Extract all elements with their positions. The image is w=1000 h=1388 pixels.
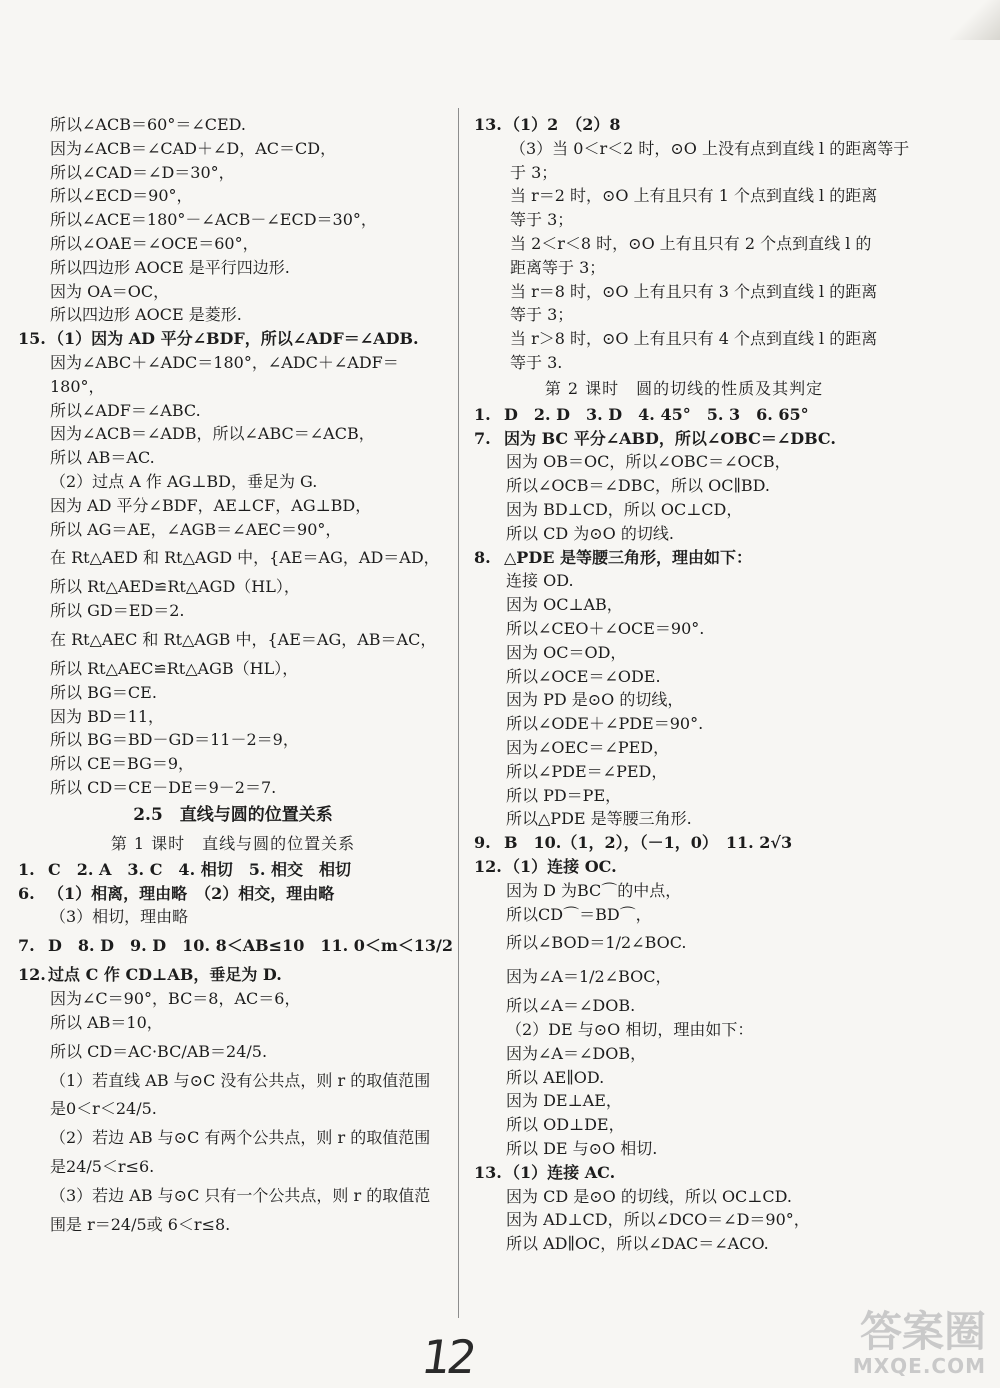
line-text: 是24/5＜r≤6. — [50, 1157, 155, 1177]
left-line — [18, 681, 448, 705]
right-line — [474, 498, 894, 522]
question-number: 6. — [18, 883, 35, 903]
line-text: D 8. D 9. D 10. 8＜AB≤10 11. 0＜m＜13/2 — [48, 936, 454, 956]
right-line — [474, 1232, 894, 1256]
line-text: B 10.（1，2），（－1，0） 11. 2√3 — [504, 833, 793, 853]
question-number: 12. — [474, 856, 502, 876]
right-line — [474, 712, 894, 736]
line-text: 当 r＞8 时，⊙O 上有且只有 4 个点到直线 l 的距离 — [510, 329, 878, 349]
left-line — [18, 184, 448, 208]
left-line — [18, 1184, 448, 1208]
left-line — [18, 446, 448, 470]
line-text: 所以四边形 AOCE 是平行四边形. — [50, 257, 290, 277]
line-text: 所以 OD⊥DE， — [506, 1115, 625, 1135]
left-line — [18, 1150, 448, 1184]
left-line — [18, 351, 448, 375]
right-column — [474, 113, 910, 1256]
left-line — [18, 470, 448, 494]
right-line — [474, 327, 894, 351]
line-text: 因为∠C＝90°，BC＝8，AC＝6， — [50, 988, 301, 1008]
line-text: 等于 3； — [510, 210, 574, 230]
line-text: 当 r＝8 时，⊙O 上有且只有 3 个点到直线 l 的距离 — [510, 281, 878, 301]
line-text: 所以∠CAD＝∠D＝30°， — [50, 162, 235, 182]
line-text: 所以 CD 为⊙O 的切线. — [506, 523, 674, 543]
left-line — [18, 422, 448, 446]
left-line — [18, 905, 448, 929]
right-line — [474, 351, 894, 375]
line-text: 所以 AB＝AC. — [50, 448, 155, 468]
page-corner-shadow — [950, 0, 1000, 40]
right-line — [474, 161, 894, 185]
right-line — [474, 736, 894, 760]
line-text: 所以 AD∥OC，所以∠DAC＝∠ACO. — [506, 1234, 769, 1254]
line-text: 因为∠OEC＝∠PED， — [506, 737, 670, 757]
right-line — [474, 256, 894, 280]
right-line — [474, 1161, 894, 1185]
line-text: 所以∠OCB＝∠DBC，所以 OC∥BD. — [506, 476, 770, 496]
line-text: （2）DE 与⊙O 相切，理由如下： — [506, 1020, 754, 1040]
line-text: 因为 AD⊥CD，所以∠DCO＝∠D＝90°， — [506, 1210, 810, 1230]
right-line — [474, 232, 894, 256]
left-line — [18, 327, 448, 351]
right-line — [474, 641, 894, 665]
right-line — [474, 926, 894, 960]
line-text: 所以 CE＝BG＝9， — [50, 754, 195, 774]
line-text: 所以∠A＝∠DOB. — [506, 996, 636, 1016]
right-line — [474, 375, 894, 403]
line-text: 所以 AB＝10， — [50, 1012, 163, 1032]
line-text: 在 Rt△AED 和 Rt△AGD 中，{AE＝AG，AD＝AD， — [50, 548, 440, 568]
line-text: 在 Rt△AEC 和 Rt△AGB 中，{AE＝AG，AB＝AC， — [50, 629, 437, 649]
line-text: 所以 BG＝BD－GD＝11－2＝9， — [50, 730, 299, 750]
right-line — [474, 137, 910, 161]
question-number: 1. — [474, 404, 491, 424]
line-text: 所以 CD＝CE－DE＝9－2＝7. — [50, 777, 277, 797]
right-line — [474, 994, 894, 1018]
right-line — [474, 1208, 894, 1232]
line-text: 因为 OB＝OC，所以∠OBC＝∠OCB， — [506, 452, 791, 472]
watermark-url: MXQE.COM — [852, 1354, 986, 1378]
left-line — [18, 1069, 448, 1093]
line-text: 所以∠CEO＋∠OCE＝90°. — [506, 618, 705, 638]
column-divider — [458, 108, 459, 1318]
line-text: 因为 D 为BC⌒的中点， — [506, 880, 682, 900]
line-text: 第 1 课时 直线与圆的位置关系 — [110, 833, 356, 853]
left-line — [18, 858, 448, 882]
left-line — [18, 280, 448, 304]
line-text: 所以∠PDE＝∠PED， — [506, 761, 668, 781]
line-text: 所以 GD＝ED＝2. — [50, 601, 185, 621]
left-line — [18, 1126, 448, 1150]
line-text: 因为∠A＝1/2∠BOC， — [506, 967, 672, 987]
right-line — [474, 855, 894, 879]
line-text: C 2. A 3. C 4. 相切 5. 相交 相切 — [48, 859, 351, 879]
line-text: 因为 OC＝OD， — [506, 642, 627, 662]
watermark — [852, 1307, 986, 1378]
right-line — [474, 879, 894, 903]
line-text: 于 3； — [510, 162, 558, 182]
line-text: 过点 C 作 CD⊥AB，垂足为 D. — [48, 965, 282, 985]
left-line — [18, 541, 448, 575]
left-line — [18, 1011, 448, 1035]
right-line — [474, 303, 894, 327]
right-line — [474, 546, 894, 570]
left-line — [18, 929, 454, 963]
left-line — [18, 1092, 448, 1126]
right-line — [474, 113, 894, 137]
left-line — [18, 657, 448, 681]
line-text: 因为∠ABC＋∠ADC＝180°，∠ADC＋∠ADF＝ — [50, 352, 399, 372]
right-line — [474, 1113, 894, 1137]
line-text: 因为∠ACB＝∠ADB，所以∠ABC＝∠ACB， — [50, 424, 375, 444]
right-line — [474, 450, 894, 474]
line-text: 2.5 直线与圆的位置关系 — [133, 804, 333, 825]
line-text: 因为 CD 是⊙O 的切线，所以 OC⊥CD. — [506, 1186, 792, 1206]
line-text: （3）相切，理由略 — [50, 907, 189, 927]
line-text: （1）连接 OC. — [504, 856, 617, 876]
left-line — [18, 208, 448, 232]
left-line — [18, 882, 448, 906]
right-line — [474, 1137, 894, 1161]
right-line — [474, 665, 894, 689]
left-line — [18, 256, 448, 280]
left-line — [18, 303, 448, 327]
line-text: 因为∠A＝∠DOB， — [506, 1043, 647, 1063]
line-text: 180°， — [50, 376, 105, 396]
question-number: 8. — [474, 547, 491, 567]
line-text: 所以∠ADF＝∠ABC. — [50, 400, 201, 420]
line-text: 是0＜r＜24/5. — [50, 1099, 157, 1119]
line-text: 因为 BD＝11， — [50, 706, 165, 726]
line-text: （1）若直线 AB 与⊙C 没有公共点，则 r 的取值范围 — [50, 1070, 431, 1090]
right-line — [474, 474, 894, 498]
line-text: 连接 OD. — [506, 571, 574, 591]
left-line — [18, 399, 448, 423]
line-text: 因为 PD 是⊙O 的切线， — [506, 690, 684, 710]
line-text: （2）若边 AB 与⊙C 有两个公共点，则 r 的取值范围 — [50, 1128, 431, 1148]
line-text: △PDE 是等腰三角形，理由如下： — [504, 547, 752, 567]
line-text: 所以四边形 AOCE 是菱形. — [50, 305, 242, 325]
line-text: 所以△PDE 是等腰三角形. — [506, 809, 692, 829]
right-line — [474, 1018, 894, 1042]
right-line — [474, 760, 894, 784]
left-line — [18, 963, 448, 987]
line-text: 所以 CD＝AC·BC/AB＝24/5. — [50, 1041, 268, 1061]
line-text: 因为 AD 平分∠BDF，AE⊥CF，AG⊥BD， — [50, 495, 372, 515]
line-text: 当 r＝2 时，⊙O 上有且只有 1 个点到直线 l 的距离 — [510, 186, 878, 206]
watermark-logo-text: 答案圈 — [859, 1307, 986, 1356]
line-text: （1）2 （2）8 — [504, 115, 621, 134]
handwritten-page-number: 12 — [418, 1330, 477, 1384]
right-line — [474, 1185, 894, 1209]
right-line — [474, 1089, 894, 1113]
right-line — [474, 831, 894, 855]
left-line — [18, 776, 448, 800]
question-number: 1. — [18, 859, 35, 879]
line-text: 当 2＜r＜8 时，⊙O 上有且只有 2 个点到直线 l 的 — [510, 233, 872, 253]
line-text: 因为∠ACB＝∠CAD＋∠D，AC＝CD， — [50, 138, 337, 158]
right-line — [474, 960, 894, 994]
question-number: 7. — [474, 428, 491, 448]
left-column — [18, 113, 454, 1242]
left-line — [18, 232, 448, 256]
right-line — [474, 569, 894, 593]
right-line — [474, 903, 894, 927]
left-line — [18, 987, 448, 1011]
line-text: 所以 AG＝AE，∠AGB＝∠AEC＝90°， — [50, 519, 342, 539]
left-line — [18, 599, 448, 623]
line-text: （1）相离，理由略 （2）相交，理由略 — [48, 883, 335, 903]
left-line — [18, 137, 448, 161]
left-line — [18, 728, 448, 752]
line-text: （3）若边 AB 与⊙C 只有一个公共点，则 r 的取值范 — [50, 1186, 431, 1206]
line-text: 所以CD⌒＝BD⌒， — [506, 904, 652, 924]
line-text: 所以∠OCE＝∠ODE. — [506, 666, 661, 686]
line-text: 因为 OA＝OC， — [50, 281, 170, 301]
question-number: 12. — [18, 965, 46, 985]
line-text: 因为 BD⊥CD，所以 OC⊥CD， — [506, 499, 743, 519]
line-text: 所以∠ACB＝60°＝∠CED. — [50, 115, 246, 134]
line-text: （1）连接 AC. — [504, 1162, 616, 1182]
line-text: 等于 3. — [510, 352, 563, 372]
right-line — [474, 522, 894, 546]
line-text: 等于 3； — [510, 305, 574, 325]
left-line — [18, 800, 448, 830]
right-line — [474, 593, 894, 617]
left-line — [18, 1035, 448, 1069]
line-text: 所以∠ACE＝180°－∠ACB－∠ECD＝30°， — [50, 210, 377, 230]
line-text: 所以 PD＝PE， — [506, 785, 622, 805]
line-text: 围是 r＝24/5或 6＜r≤8. — [50, 1214, 231, 1234]
line-text: 第 2 课时 圆的切线的性质及其判定 — [544, 378, 824, 398]
left-line — [18, 623, 448, 657]
line-text: 所以 AE∥OD. — [506, 1067, 605, 1087]
left-line — [18, 575, 448, 599]
left-line — [18, 161, 448, 185]
left-line — [18, 113, 448, 137]
right-line — [474, 1042, 894, 1066]
question-number: 13. — [474, 115, 502, 134]
line-text: 所以 Rt△AED≌Rt△AGD（HL）， — [50, 577, 300, 597]
question-number: 7. — [18, 936, 35, 956]
question-number: 15. — [18, 329, 46, 349]
left-line — [18, 705, 448, 729]
right-line — [474, 784, 894, 808]
right-line — [474, 184, 894, 208]
left-line — [18, 830, 448, 858]
right-line — [474, 208, 894, 232]
line-text: （2）过点 A 作 AG⊥BD，垂足为 G. — [50, 471, 318, 491]
right-line — [474, 617, 894, 641]
left-line — [18, 518, 448, 542]
left-line — [18, 1208, 448, 1242]
right-line — [474, 688, 894, 712]
right-line — [474, 280, 894, 304]
line-text: D 2. D 3. D 4. 45° 5. 3 6. 65° — [504, 404, 809, 424]
line-text: 距离等于 3； — [510, 257, 606, 277]
line-text: 所以∠ECD＝90°， — [50, 186, 193, 206]
line-text: 所以 BG＝CE. — [50, 682, 157, 702]
right-line — [474, 1066, 894, 1090]
line-text: 所以 DE 与⊙O 相切. — [506, 1139, 658, 1159]
right-line — [474, 403, 894, 427]
line-text: 因为 DE⊥AE， — [506, 1091, 622, 1111]
right-line — [474, 427, 894, 451]
right-line — [474, 807, 894, 831]
line-text: 所以∠ODE＋∠PDE＝90°. — [506, 714, 704, 734]
line-text: 所以 Rt△AEC≌Rt△AGB（HL）， — [50, 658, 299, 678]
line-text: 所以∠OAE＝∠OCE＝60°， — [50, 233, 259, 253]
line-text: （1）因为 AD 平分∠BDF，所以∠ADF＝∠ADB. — [48, 329, 419, 349]
question-number: 9. — [474, 833, 491, 853]
left-line — [18, 752, 448, 776]
left-line — [18, 375, 448, 399]
line-text: 所以∠BOD＝1/2∠BOC. — [506, 933, 687, 953]
line-text: 因为 BC 平分∠ABD，所以∠OBC＝∠DBC. — [504, 428, 836, 448]
line-text: 因为 OC⊥AB， — [506, 595, 623, 615]
question-number: 13. — [474, 1162, 502, 1182]
line-text: （3）当 0＜r＜2 时，⊙O 上没有点到直线 l 的距离等于 — [510, 138, 910, 158]
left-line — [18, 494, 448, 518]
